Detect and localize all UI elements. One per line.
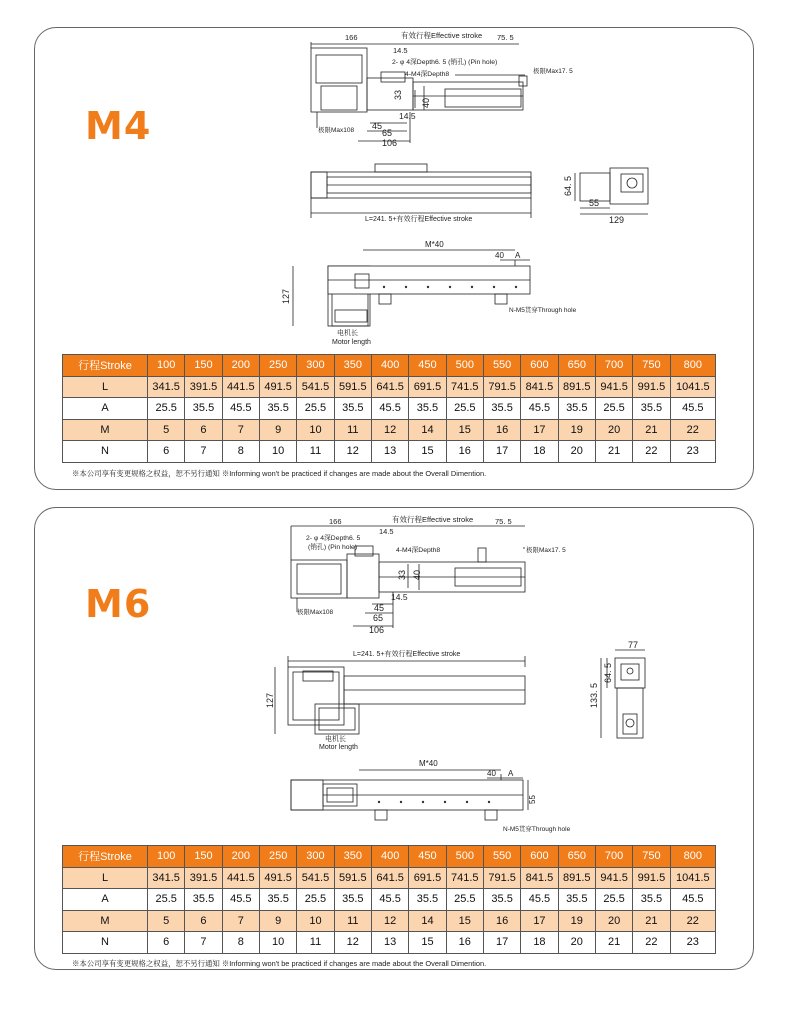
stroke-cell: 300 [297, 846, 334, 868]
stroke-cell: 500 [446, 846, 483, 868]
table-cell: 35.5 [185, 398, 222, 420]
dim-64-5: 64. 5 [563, 175, 573, 196]
table-cell: 541.5 [297, 867, 334, 889]
table-cell: 17 [483, 932, 520, 954]
table-cell: 10 [297, 419, 334, 441]
table-cell: 941.5 [595, 867, 632, 889]
table-cell: 741.5 [446, 376, 483, 398]
dim-127: 127 [281, 288, 291, 304]
stroke-cell: 800 [670, 355, 715, 377]
table-cell: 12 [334, 932, 371, 954]
length-formula-label: L=241. 5+有效行程Effective stroke [353, 651, 461, 658]
stroke-cell: 600 [521, 846, 558, 868]
m4-drawings [35, 28, 755, 354]
stroke-cell: 650 [558, 355, 595, 377]
m4-depth-label: 4-M4深Depth8 [396, 547, 441, 554]
table-cell: 20 [595, 910, 632, 932]
table-cell: 591.5 [334, 867, 371, 889]
dim-55: 55 [528, 795, 537, 804]
table-cell: 641.5 [371, 376, 408, 398]
through-hole-label: N-M5贯穿Through hole [503, 826, 571, 833]
dim-33: 33 [393, 89, 403, 100]
dim-a: A [508, 769, 514, 778]
table-cell: 45.5 [521, 889, 558, 911]
table-cell: 18 [521, 932, 558, 954]
pin-hole-label: 2- φ 4深Depth6. 5 (销孔) (Pin hole) [392, 59, 498, 66]
model-title: M4 [85, 104, 152, 148]
table-cell: 14 [409, 419, 446, 441]
stroke-cell: 150 [185, 846, 222, 868]
table-cell: 45.5 [371, 398, 408, 420]
table-cell: 35.5 [558, 889, 595, 911]
dim-40: 40 [412, 569, 422, 580]
table-row [63, 419, 716, 441]
dim-m40: M*40 [425, 240, 444, 249]
table-cell: 18 [521, 441, 558, 463]
dim-166: 166 [345, 33, 358, 42]
table-cell: 10 [297, 910, 334, 932]
table-cell: 45.5 [222, 398, 259, 420]
table-cell: 541.5 [297, 376, 334, 398]
table-cell: 45.5 [222, 889, 259, 911]
stroke-cell: 650 [558, 846, 595, 868]
stroke-cell: 550 [483, 846, 520, 868]
table-cell: 12 [371, 419, 408, 441]
table-cell: 25.5 [595, 889, 632, 911]
stroke-cell: 350 [334, 355, 371, 377]
table-cell: 841.5 [521, 867, 558, 889]
dim-45: 45 [374, 603, 385, 613]
table-cell: 23 [670, 441, 715, 463]
stroke-cell: 800 [670, 846, 715, 868]
table-cell: 21 [633, 419, 670, 441]
dim-75-5: 75. 5 [495, 517, 512, 526]
table-cell: 25.5 [446, 398, 483, 420]
table-cell: 341.5 [148, 867, 185, 889]
table-cell: 25.5 [148, 398, 185, 420]
table-cell: 19 [558, 910, 595, 932]
stroke-cell: 750 [633, 355, 670, 377]
table-cell: 21 [595, 441, 632, 463]
stroke-cell: 400 [371, 846, 408, 868]
stroke-cell: 150 [185, 355, 222, 377]
table-cell: 19 [558, 419, 595, 441]
table-cell: 16 [446, 441, 483, 463]
dim-166: 166 [329, 517, 342, 526]
dim-106: 106 [369, 625, 385, 635]
table-row [63, 376, 716, 398]
table-row [63, 932, 716, 954]
stroke-header: 行程Stroke [63, 846, 148, 868]
table-cell: 11 [334, 419, 371, 441]
m6-drawings [35, 508, 755, 845]
table-cell: 20 [558, 932, 595, 954]
pin-hole-label-2: (销孔) (Pin hole) [308, 544, 358, 551]
stroke-cell: 450 [409, 846, 446, 868]
table-cell: 17 [521, 419, 558, 441]
table-cell: 6 [185, 419, 222, 441]
table-cell: 11 [297, 441, 334, 463]
table-cell: 12 [334, 441, 371, 463]
dim-a: A [515, 251, 521, 260]
table-cell: 8 [222, 932, 259, 954]
effective-stroke-label: 有效行程Effective stroke [392, 515, 474, 524]
table-cell: 1041.5 [670, 376, 715, 398]
dim-65: 65 [373, 613, 384, 623]
table-cell: 491.5 [259, 376, 296, 398]
table-cell: 741.5 [446, 867, 483, 889]
table-cell: 25.5 [148, 889, 185, 911]
table-cell: 25.5 [297, 889, 334, 911]
table-header-row [63, 355, 716, 377]
table-cell: 20 [595, 419, 632, 441]
row-label: N [63, 932, 148, 954]
stroke-cell: 250 [259, 355, 296, 377]
table-cell: 35.5 [558, 398, 595, 420]
table-cell: 35.5 [259, 398, 296, 420]
table-row [63, 910, 716, 932]
m6-spec-table [62, 845, 716, 954]
table-cell: 21 [633, 910, 670, 932]
dim-40-b: 40 [495, 251, 504, 260]
table-cell: 22 [633, 932, 670, 954]
table-cell: 10 [259, 932, 296, 954]
dim-m40: M*40 [419, 759, 438, 768]
table-cell: 21 [595, 932, 632, 954]
dim-14-5: 14.5 [393, 46, 408, 55]
stroke-cell: 450 [409, 355, 446, 377]
table-header-row [63, 846, 716, 868]
table-cell: 45.5 [521, 398, 558, 420]
table-cell: 35.5 [334, 398, 371, 420]
table-cell: 22 [670, 910, 715, 932]
table-cell: 491.5 [259, 867, 296, 889]
side-view [275, 656, 525, 734]
motor-length-en: Motor length [319, 744, 358, 751]
row-label: A [63, 398, 148, 420]
stroke-cell: 200 [222, 355, 259, 377]
limit-max17-5-label: 极限Max17. 5 [533, 68, 573, 75]
dim-64-5: 64. 5 [603, 662, 613, 683]
dim-40-b: 40 [487, 769, 496, 778]
stroke-cell: 700 [595, 846, 632, 868]
m6-section [34, 507, 754, 970]
table-cell: 25.5 [446, 889, 483, 911]
table-cell: 35.5 [334, 889, 371, 911]
table-cell: 11 [297, 932, 334, 954]
table-cell: 6 [148, 932, 185, 954]
pin-hole-label-1: 2- φ 4深Depth6. 5 [306, 535, 361, 542]
limit-max17-5-label: 极限Max17. 5 [526, 547, 566, 554]
table-cell: 22 [670, 419, 715, 441]
end-view [575, 168, 648, 214]
stroke-cell: 700 [595, 355, 632, 377]
dim-127: 127 [265, 692, 275, 708]
table-cell: 8 [222, 441, 259, 463]
table-cell: 391.5 [185, 867, 222, 889]
table-cell: 35.5 [259, 889, 296, 911]
table-cell: 25.5 [297, 398, 334, 420]
table-cell: 441.5 [222, 376, 259, 398]
table-cell: 7 [185, 441, 222, 463]
row-label: M [63, 910, 148, 932]
dim-106: 106 [382, 138, 398, 148]
table-cell: 35.5 [633, 398, 670, 420]
stroke-cell: 550 [483, 355, 520, 377]
model-title: M6 [85, 582, 152, 626]
disclaimer-note: ※本公司享有变更规格之权益，恕不另行通知 ※Informing won't be practiced if changes are made about the Overall Dimention. [72, 469, 487, 478]
table-cell: 13 [371, 932, 408, 954]
table-cell: 45.5 [670, 889, 715, 911]
table-cell: 16 [446, 932, 483, 954]
motor-length-cn: 电机长 [325, 736, 346, 743]
table-row [63, 889, 716, 911]
table-cell: 16 [483, 419, 520, 441]
table-cell: 941.5 [595, 376, 632, 398]
motor-length-en: Motor length [332, 339, 371, 346]
table-cell: 35.5 [409, 398, 446, 420]
dim-77: 77 [628, 640, 639, 650]
table-cell: 341.5 [148, 376, 185, 398]
stroke-header: 行程Stroke [63, 355, 148, 377]
row-label: L [63, 376, 148, 398]
table-cell: 1041.5 [670, 867, 715, 889]
m4-spec-table [62, 354, 716, 463]
table-cell: 441.5 [222, 867, 259, 889]
table-cell: 22 [633, 441, 670, 463]
dim-14-5-b: 14.5 [399, 111, 416, 121]
dim-14-5: 14.5 [379, 527, 394, 536]
stroke-cell: 300 [297, 355, 334, 377]
table-cell: 9 [259, 419, 296, 441]
limit-max108-label: 极限Max108 [318, 127, 355, 134]
table-cell: 35.5 [409, 889, 446, 911]
table-cell: 45.5 [670, 398, 715, 420]
row-label: A [63, 889, 148, 911]
table-cell: 7 [222, 910, 259, 932]
table-cell: 691.5 [409, 376, 446, 398]
length-formula-label: L=241. 5+有效行程Effective stroke [365, 216, 473, 223]
table-cell: 13 [371, 441, 408, 463]
m4-depth-label: 4-M4深Depth8 [405, 71, 450, 78]
dim-45: 45 [372, 121, 383, 131]
table-cell: 35.5 [185, 889, 222, 911]
dim-14-5-b: 14.5 [391, 592, 408, 602]
table-cell: 891.5 [558, 376, 595, 398]
table-cell: 15 [409, 932, 446, 954]
table-cell: 45.5 [371, 889, 408, 911]
dim-65: 65 [382, 128, 393, 138]
table-row [63, 441, 716, 463]
row-label: L [63, 867, 148, 889]
table-cell: 15 [446, 910, 483, 932]
table-cell: 7 [222, 419, 259, 441]
table-cell: 10 [259, 441, 296, 463]
table-cell: 35.5 [633, 889, 670, 911]
table-cell: 35.5 [483, 398, 520, 420]
effective-stroke-label: 有效行程Effective stroke [401, 31, 483, 40]
dim-40: 40 [421, 97, 431, 108]
table-cell: 6 [148, 441, 185, 463]
table-cell: 15 [409, 441, 446, 463]
row-label: M [63, 419, 148, 441]
stroke-cell: 400 [371, 355, 408, 377]
dim-129: 129 [609, 215, 625, 225]
stroke-cell: 750 [633, 846, 670, 868]
table-cell: 691.5 [409, 867, 446, 889]
table-cell: 391.5 [185, 376, 222, 398]
table-row [63, 398, 716, 420]
table-cell: 15 [446, 419, 483, 441]
dim-33: 33 [397, 569, 407, 580]
m4-section [34, 27, 754, 490]
through-hole-label: N-M5贯穿Through hole [509, 307, 577, 314]
dim-55: 55 [589, 198, 600, 208]
table-cell: 791.5 [483, 376, 520, 398]
table-cell: 7 [185, 932, 222, 954]
stroke-cell: 100 [148, 355, 185, 377]
table-cell: 23 [670, 932, 715, 954]
table-cell: 891.5 [558, 867, 595, 889]
table-cell: 17 [521, 910, 558, 932]
motor-length-cn: 电机长 [337, 330, 358, 337]
table-cell: 591.5 [334, 376, 371, 398]
table-cell: 14 [409, 910, 446, 932]
dim-133-5: 133. 5 [589, 682, 599, 708]
table-cell: 791.5 [483, 867, 520, 889]
table-cell: 12 [371, 910, 408, 932]
table-cell: 35.5 [483, 889, 520, 911]
table-cell: 9 [259, 910, 296, 932]
table-cell: 16 [483, 910, 520, 932]
table-cell: 841.5 [521, 376, 558, 398]
table-cell: 991.5 [633, 867, 670, 889]
stroke-cell: 600 [521, 355, 558, 377]
stroke-cell: 100 [148, 846, 185, 868]
stroke-cell: 250 [259, 846, 296, 868]
table-cell: 991.5 [633, 376, 670, 398]
stroke-cell: 350 [334, 846, 371, 868]
table-cell: 641.5 [371, 867, 408, 889]
side-view [311, 164, 531, 218]
stroke-cell: 200 [222, 846, 259, 868]
disclaimer-note: ※本公司享有变更规格之权益，恕不另行通知 ※Informing won't be practiced if changes are made about the Overall Dimention. [72, 959, 487, 968]
table-cell: 20 [558, 441, 595, 463]
table-cell: 6 [185, 910, 222, 932]
dim-75-5: 75. 5 [497, 33, 514, 42]
stroke-cell: 500 [446, 355, 483, 377]
table-row [63, 867, 716, 889]
limit-max108-label: 极限Max108 [297, 609, 334, 616]
table-cell: 5 [148, 419, 185, 441]
table-cell: 17 [483, 441, 520, 463]
table-cell: 11 [334, 910, 371, 932]
table-cell: 5 [148, 910, 185, 932]
row-label: N [63, 441, 148, 463]
table-cell: 25.5 [595, 398, 632, 420]
